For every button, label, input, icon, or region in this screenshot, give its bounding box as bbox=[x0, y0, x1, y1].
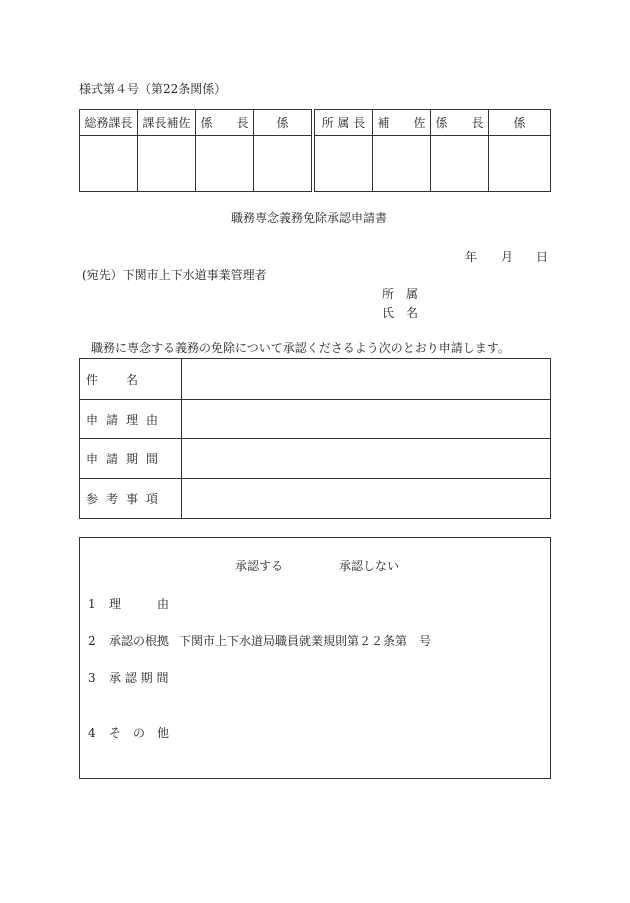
name-label: 氏 名 bbox=[382, 306, 419, 320]
subject-input[interactable] bbox=[182, 359, 551, 400]
item-2-value: 下関市上下水道局職員就業規則第２２条第 号 bbox=[179, 634, 432, 648]
item-3-label: 承 認 期 間 bbox=[109, 671, 169, 685]
item-2-label: 承認の根拠 bbox=[109, 634, 170, 648]
reject-option[interactable]: 承認しない bbox=[339, 559, 400, 573]
stamp-header-dept-head: 所 属 長 bbox=[315, 110, 373, 136]
date-day-label: 日 bbox=[536, 250, 549, 264]
date-month-label: 月 bbox=[501, 250, 514, 264]
stamp-header-section-head: 係 長 bbox=[196, 110, 254, 136]
stamp-cell[interactable] bbox=[315, 136, 373, 192]
item-1-label: 理 由 bbox=[109, 597, 170, 611]
decision-box bbox=[79, 537, 551, 779]
affiliation-label: 所 属 bbox=[382, 287, 419, 301]
intro-text: 職務に専念する義務の免除について承認くださるよう次のとおり申請します。 bbox=[91, 341, 510, 355]
stamp-header-general-affairs-chief: 総務課長 bbox=[80, 110, 138, 136]
stamp-cell[interactable] bbox=[138, 136, 196, 192]
stamp-cell[interactable] bbox=[254, 136, 312, 192]
addressee: (宛先）下関市上下水道事業管理者 bbox=[82, 268, 267, 282]
item-1-number: 1 bbox=[88, 597, 96, 611]
approval-stamp-table bbox=[79, 109, 551, 192]
stamp-header-staff: 係 bbox=[254, 110, 312, 136]
item-4-label: そ の 他 bbox=[109, 726, 170, 740]
stamp-cell[interactable] bbox=[373, 136, 431, 192]
stamp-cell[interactable] bbox=[489, 136, 551, 192]
row-label-notes: 参 考 事 項 bbox=[80, 479, 182, 519]
approve-option[interactable]: 承認する bbox=[235, 559, 284, 573]
stamp-header-section-head-2: 係 長 bbox=[431, 110, 489, 136]
stamp-header-staff-2: 係 bbox=[489, 110, 551, 136]
item-3-number: 3 bbox=[88, 671, 96, 685]
date-year-label: 年 bbox=[465, 250, 478, 264]
row-label-reason: 申 請 理 由 bbox=[80, 400, 182, 439]
row-label-subject: 件 名 bbox=[80, 359, 182, 400]
stamp-cell[interactable] bbox=[196, 136, 254, 192]
application-form-table bbox=[79, 358, 551, 519]
stamp-header-assistant: 補 佐 bbox=[373, 110, 431, 136]
period-input[interactable] bbox=[182, 439, 551, 479]
row-label-period: 申 請 期 間 bbox=[80, 439, 182, 479]
stamp-header-deputy-chief: 課長補佐 bbox=[138, 110, 196, 136]
reason-input[interactable] bbox=[182, 400, 551, 439]
notes-input[interactable] bbox=[182, 479, 551, 519]
item-4-number: 4 bbox=[88, 726, 96, 740]
document-title: 職務専念義務免除承認申請書 bbox=[231, 211, 388, 225]
stamp-cell[interactable] bbox=[431, 136, 489, 192]
item-2-number: 2 bbox=[88, 634, 96, 648]
form-number: 様式第４号（第22条関係） bbox=[79, 82, 227, 96]
stamp-cell[interactable] bbox=[80, 136, 138, 192]
